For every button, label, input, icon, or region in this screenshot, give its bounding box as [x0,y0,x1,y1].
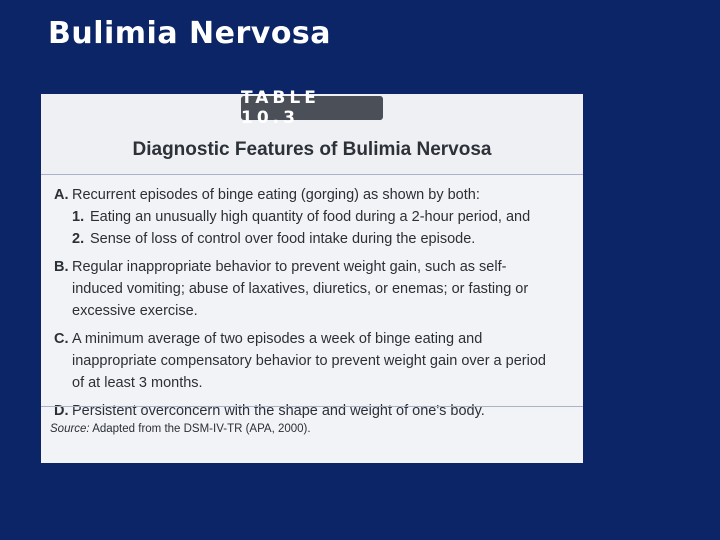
criterion-letter: D. [54,403,69,419]
criterion-b [41,256,583,322]
criterion-a [41,184,583,250]
criterion-text: A minimum average of two episodes a week of binge eating and inappropriate compensatory behavior to prevent weight gain over a period of at least 3 months. [72,331,546,391]
criterion-letter: B. [54,259,69,275]
subitem-number: 2. [72,231,85,247]
criterion-letter: C. [54,331,69,347]
table-caption: Diagnostic Features of Bulimia Nervosa [132,139,492,160]
criterion-text: Regular inappropriate behavior to prevent weight gain, such as self-induced vomiting; abuse of laxatives, diuretics, or enemas; or fasting or excessive exercise. [72,259,529,319]
table-header [41,88,583,175]
subitem-number: 1. [72,209,85,225]
criterion-c [41,328,583,394]
criteria-list [41,184,583,428]
table-source-note [41,406,583,435]
criterion-text: Recurrent episodes of binge eating (gorging) as shown by both: [72,187,480,203]
table-number-tag: TABLE 10.3 [241,96,383,120]
subitem-text: Sense of loss of control over food intake during the episode. [90,231,476,247]
table-figure [41,88,583,463]
criterion-letter: A. [54,187,69,203]
subitem-text: Eating an unusually high quantity of food during a 2-hour period, and [90,209,531,225]
criterion-text: Persistent overconcern with the shape and weight of one's body. [72,403,485,419]
source-label: Source: [50,423,90,435]
slide-title: Bulimia Nervosa [48,16,332,51]
source-text: Adapted from the DSM-IV-TR (APA, 2000). [92,423,311,435]
